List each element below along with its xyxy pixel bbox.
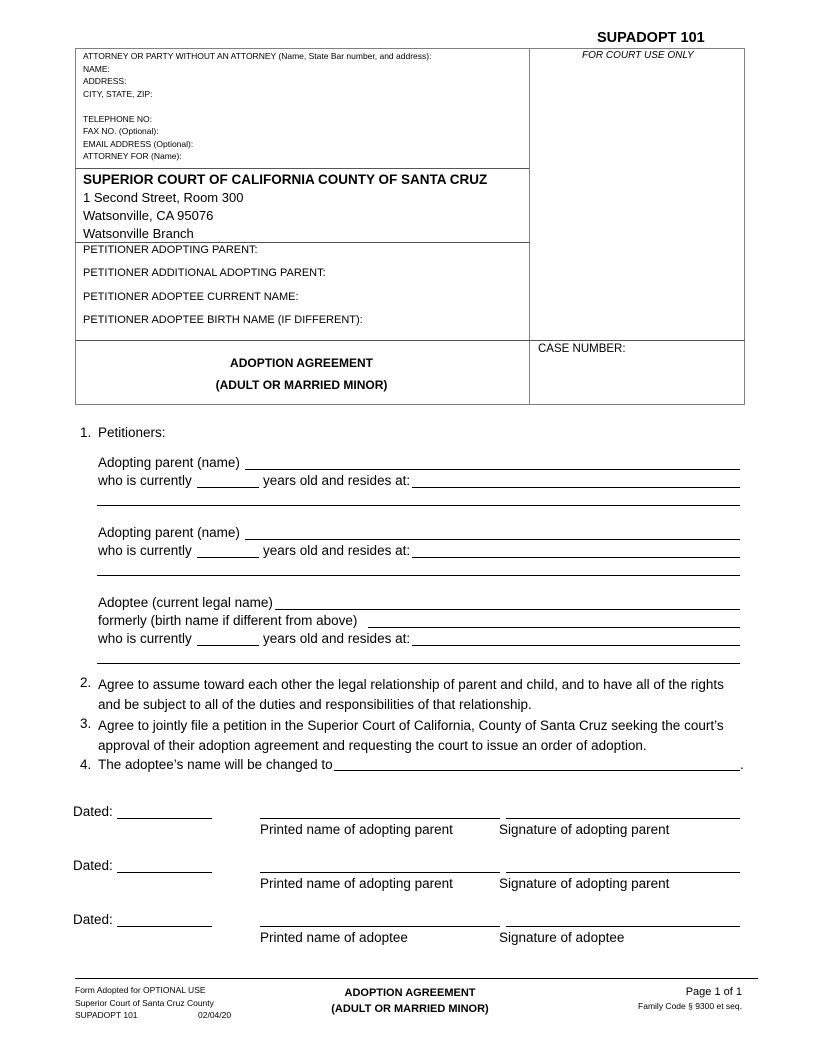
new-name-field[interactable] — [334, 770, 740, 771]
dated-label-1: Dated: — [73, 804, 113, 819]
title-divider — [75, 340, 745, 341]
attorney-email-label: EMAIL ADDRESS (Optional): — [83, 138, 194, 149]
attorney-telephone-label: TELEPHONE NO: — [83, 113, 152, 124]
date-field-3[interactable] — [117, 926, 212, 927]
item-2-text — [98, 675, 724, 715]
parent-2-address-field[interactable] — [412, 557, 740, 558]
adoptee-resides-label: years old and resides at: — [263, 631, 411, 646]
printed-name-field-2[interactable] — [260, 872, 500, 873]
footer-title-line-2: (ADULT OR MARRIED MINOR) — [331, 1003, 489, 1015]
document-title — [75, 352, 528, 396]
petitioner-adoptee-current: PETITIONER ADOPTEE CURRENT NAME: — [83, 291, 299, 303]
court-name: SUPERIOR COURT OF CALIFORNIA COUNTY OF SANTA CRUZ — [83, 172, 488, 187]
signature-adoptee-label: Signature of adoptee — [499, 930, 625, 945]
signature-label-2: Signature of adopting parent — [499, 876, 670, 891]
item-1-petitioners: Petitioners: — [98, 425, 166, 440]
parent-1-address-field[interactable] — [412, 487, 740, 488]
signature-field-3[interactable] — [506, 926, 740, 927]
signature-field-2[interactable] — [506, 872, 740, 873]
court-use-label: FOR COURT USE ONLY — [582, 50, 694, 61]
item-2-number: 2. — [80, 675, 92, 690]
footer-date: 02/04/20 — [198, 1010, 232, 1020]
date-field-1[interactable] — [117, 818, 212, 819]
court-city: Watsonville, CA 95076 — [83, 208, 214, 223]
date-field-2[interactable] — [117, 872, 212, 873]
item-3-number: 3. — [80, 716, 92, 731]
attorney-city-label: CITY, STATE, ZIP: — [83, 88, 153, 99]
adoptee-birth-name-field[interactable] — [368, 627, 740, 628]
footer-adopted: Form Adopted for OPTIONAL USE — [75, 985, 206, 995]
parent-1-address-line-2[interactable] — [97, 505, 740, 506]
printed-name-field-3[interactable] — [260, 926, 500, 927]
court-branch: Watsonville Branch — [83, 226, 194, 241]
adoptee-formerly-label: formerly (birth name if different from above) — [98, 613, 358, 628]
adoptee-currently-label: who is currently — [98, 631, 192, 646]
footer-title — [300, 985, 520, 1017]
attorney-name-label: NAME: — [83, 63, 110, 74]
dated-label-3: Dated: — [73, 912, 113, 927]
item-4-text: The adoptee’s name will be changed to — [98, 757, 333, 772]
item-2-line-2: and be subject to all of the duties and responsibilities of that relationship. — [98, 697, 532, 712]
signature-field-1[interactable] — [506, 818, 740, 819]
attorney-address-label: ADDRESS: — [83, 76, 127, 86]
title-line-1: ADOPTION AGREEMENT — [230, 356, 373, 370]
item-4-period: . — [740, 757, 744, 772]
parent-1-resides-label: years old and resides at: — [263, 473, 411, 488]
parent-2-address-line-2[interactable] — [97, 575, 740, 576]
parent-2-currently-label: who is currently — [98, 543, 192, 558]
adopting-parent-2-name-field[interactable] — [245, 539, 740, 540]
attorney-heading: ATTORNEY OR PARTY WITHOUT AN ATTORNEY (Name, State Bar number, and address): — [83, 51, 432, 61]
printed-adoptee-label: Printed name of adoptee — [260, 930, 408, 945]
adoptee-address-line-2[interactable] — [97, 663, 740, 664]
form-id: SUPADOPT 101 — [597, 30, 705, 46]
title-line-2: (ADULT OR MARRIED MINOR) — [215, 378, 388, 392]
footer-form-id: SUPADOPT 101 — [75, 1010, 138, 1020]
attorney-divider — [75, 168, 529, 169]
dated-label-2: Dated: — [73, 858, 113, 873]
attorney-block — [83, 50, 431, 163]
parent-2-age-field[interactable] — [197, 557, 259, 558]
adopting-parent-2-label: Adopting parent (name) — [98, 525, 240, 540]
parent-2-resides-label: years old and resides at: — [263, 543, 411, 558]
adoptee-address-field[interactable] — [412, 645, 740, 646]
petitioner-adopting-parent: PETITIONER ADOPTING PARENT: — [83, 244, 258, 256]
adopting-parent-1-name-field[interactable] — [245, 469, 740, 470]
adoptee-label: Adoptee (current legal name) — [98, 595, 273, 610]
court-block — [83, 171, 487, 243]
case-number-label: CASE NUMBER: — [538, 343, 626, 355]
petitioner-adoptee-birth: PETITIONER ADOPTEE BIRTH NAME (IF DIFFERENT): — [83, 314, 363, 326]
footer-court: Superior Court of Santa Cruz County — [75, 997, 214, 1008]
item-1-number: 1. — [80, 425, 92, 440]
footer-rule — [75, 978, 758, 979]
item-3-line-1: Agree to jointly file a petition in the Superior Court of California, County of Santa Cruz seeking the court’s — [98, 718, 724, 733]
adopting-parent-1-label: Adopting parent (name) — [98, 455, 240, 470]
adoptee-age-field[interactable] — [197, 645, 259, 646]
footer-title-line-1: ADOPTION AGREEMENT — [344, 987, 476, 999]
footer-left — [75, 984, 245, 1022]
footer-code: Family Code § 9300 et seq. — [638, 1001, 742, 1011]
item-3-line-2: approval of their adoption agreement and requesting the court to issue an order of adoption. — [98, 738, 647, 753]
footer-page: Page 1 of 1 — [685, 986, 742, 998]
parties-block — [83, 244, 363, 326]
parent-1-age-field[interactable] — [197, 487, 259, 488]
item-2-line-1: Agree to assume toward each other the legal relationship of parent and child, and to have all of the rights — [98, 677, 724, 692]
court-street: 1 Second Street, Room 300 — [83, 190, 244, 205]
attorney-fax-label: FAX NO. (Optional): — [83, 126, 159, 136]
attorney-for-label: ATTORNEY FOR (Name): — [83, 151, 182, 161]
item-4-number: 4. — [80, 757, 92, 772]
petitioner-additional-parent: PETITIONER ADDITIONAL ADOPTING PARENT: — [83, 267, 326, 279]
adoptee-name-field[interactable] — [275, 609, 740, 610]
printed-name-label-1: Printed name of adopting parent — [260, 822, 453, 837]
parent-1-currently-label: who is currently — [98, 473, 192, 488]
item-3-text — [98, 716, 724, 756]
signature-label-1: Signature of adopting parent — [499, 822, 670, 837]
printed-name-label-2: Printed name of adopting parent — [260, 876, 453, 891]
printed-name-field-1[interactable] — [260, 818, 500, 819]
footer-right — [638, 985, 742, 1012]
